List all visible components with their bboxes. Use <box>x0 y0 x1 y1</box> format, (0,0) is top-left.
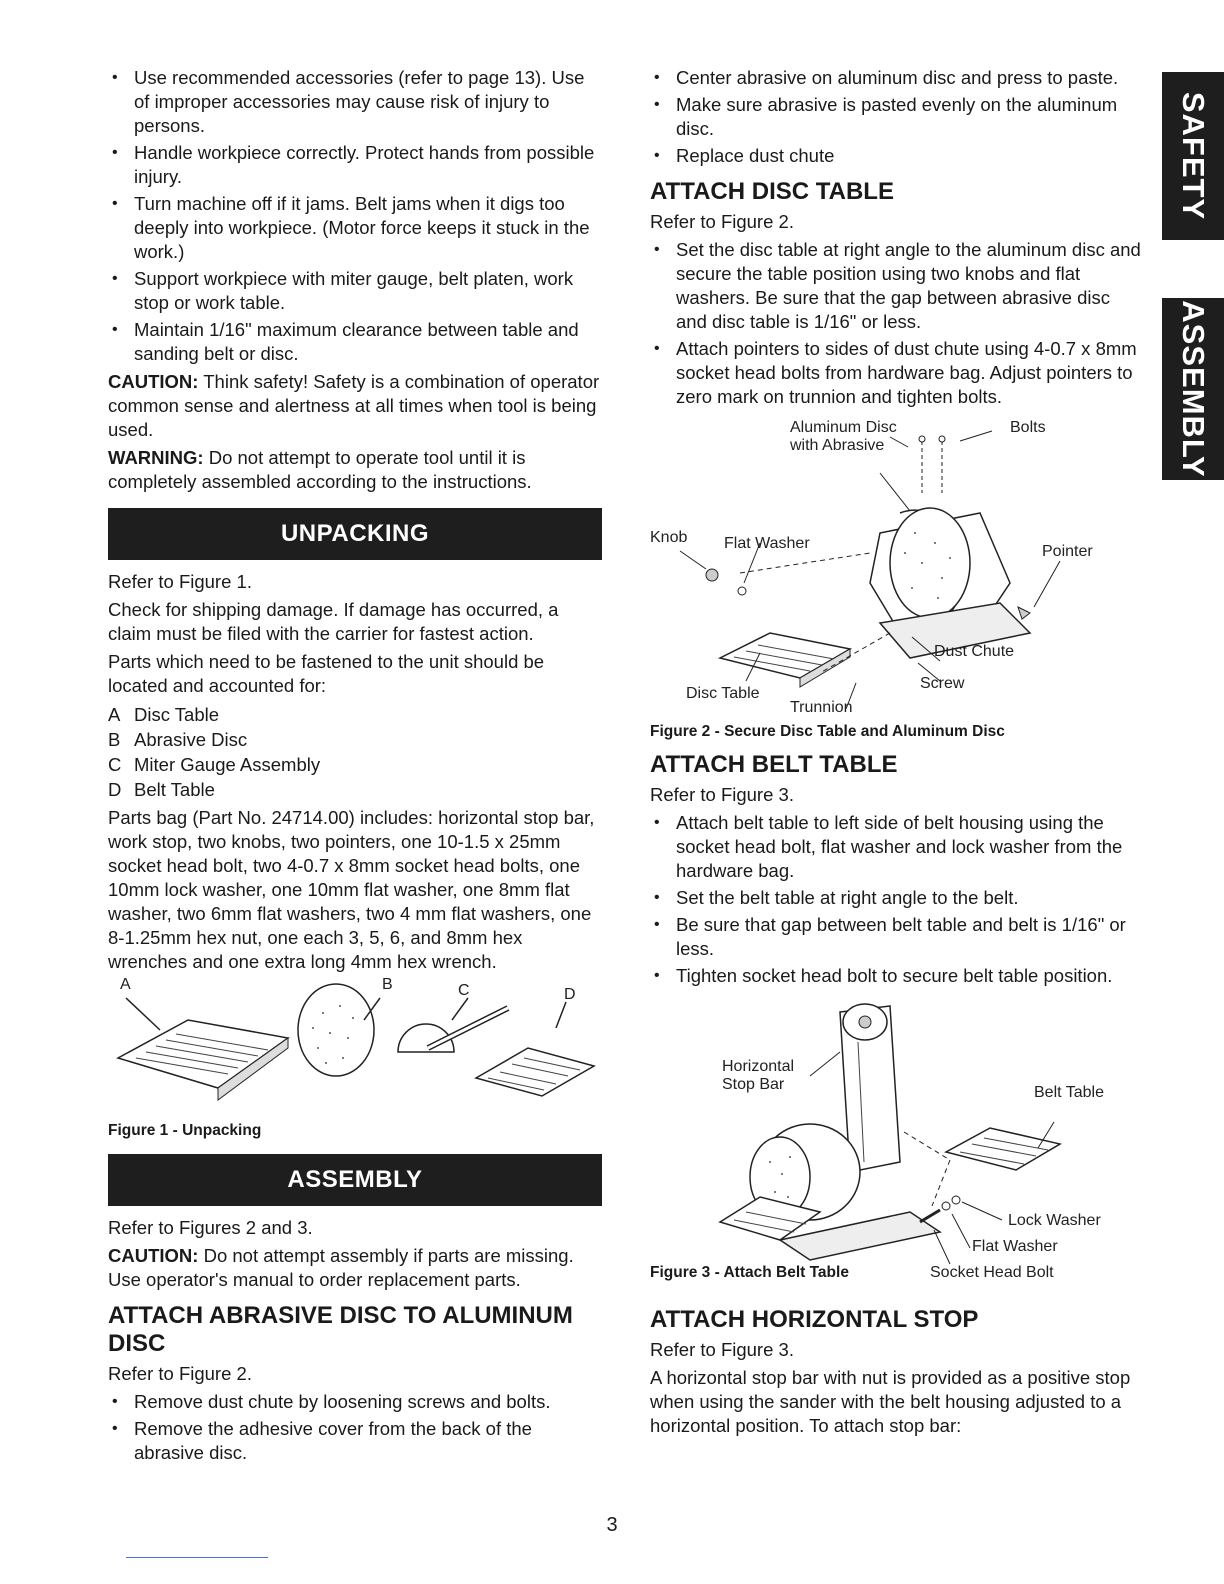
fig1-label-d: D <box>564 986 576 1003</box>
fig2-label-disc-table: Disc Table <box>686 685 760 702</box>
fig3-label-flat-washer: Flat Washer <box>972 1238 1058 1255</box>
unpacking-paragraph: Check for shipping damage. If damage has occurred, a claim must be filed with the carrier for fastest action. <box>108 599 559 644</box>
left-column <box>108 66 602 1469</box>
list-item: • Turn machine off if it jams. Belt jams when it digs too deeply into workpiece. (Motor force keeps it stuck in the work.) <box>108 192 602 264</box>
figure-2-illustration <box>650 413 1144 719</box>
list-item: D Belt Table <box>108 779 215 800</box>
warning-paragraph: WARNING: Do not attempt to operate tool until it is completely assembled according to the instructions. <box>108 447 532 492</box>
list-item: • Handle workpiece correctly. Protect hands from possible injury. <box>108 141 602 189</box>
list-item: • Set the disc table at right angle to the aluminum disc and secure the table position using two knobs and flat washers. Be sure that the gap between abrasive disc and disc table is 1/16" or less. <box>650 238 1144 334</box>
figure-3-illustration <box>650 992 1144 1292</box>
list-item: • Replace dust chute <box>650 144 1144 168</box>
figure-1-illustration <box>108 978 602 1118</box>
figure-1-unpacking <box>108 978 602 1118</box>
attach-abrasive-heading: ATTACH ABRASIVE DISC TO ALUMINUM DISC <box>108 1302 573 1357</box>
belt-table-bullets <box>650 811 1144 988</box>
list-item: A Disc Table <box>108 704 220 725</box>
list-item: • Remove dust chute by loosening screws and bolts. <box>108 1390 602 1414</box>
abrasive-ref: Refer to Figure 2. <box>108 1363 252 1384</box>
warning-label: WARNING: <box>108 447 204 468</box>
disc-table-bullets <box>650 238 1144 409</box>
fig1-label-a: A <box>120 976 131 993</box>
list-item: B Abrasive Disc <box>108 729 248 750</box>
fig2-label-aluminum-disc: Aluminum Disc <box>790 419 897 436</box>
tab-safety[interactable]: SAFETY <box>1162 72 1224 240</box>
paste-bullets <box>650 66 1144 168</box>
fig3-label-horizontal: Horizontal <box>722 1058 795 1075</box>
belt-table-ref: Refer to Figure 3. <box>650 784 794 805</box>
assembly-banner: ASSEMBLY <box>108 1154 602 1206</box>
tab-assembly[interactable]: ASSEMBLY <box>1162 298 1224 480</box>
page-number: 3 <box>606 1514 618 1536</box>
list-item: • Attach belt table to left side of belt housing using the socket head bolt, flat washer and lock washer from the hardware bag. <box>650 811 1144 883</box>
fig1-label-c: C <box>458 982 470 999</box>
list-item: • Attach pointers to sides of dust chute using 4-0.7 x 8mm socket head bolts from hardware bag. Adjust pointers to zero mark on trunnion and tighten bolts. <box>650 337 1144 409</box>
assembly-ref: Refer to Figures 2 and 3. <box>108 1217 313 1238</box>
list-item: • Use recommended accessories (refer to page 13). Use of improper accessories may cause risk of injury to persons. <box>108 66 602 138</box>
figure-3-caption: Figure 3 - Attach Belt Table <box>650 1264 849 1281</box>
list-item: • Make sure abrasive is pasted evenly on the aluminum disc. <box>650 93 1144 141</box>
unpacking-banner: UNPACKING <box>108 508 602 560</box>
list-item: • Set the belt table at right angle to the belt. <box>650 886 1144 910</box>
fig1-label-b: B <box>382 976 393 993</box>
list-item: • Be sure that gap between belt table and belt is 1/16" or less. <box>650 913 1144 961</box>
figure-3-belt-table <box>650 992 1144 1292</box>
list-item: • Support workpiece with miter gauge, belt platen, work stop or work table. <box>108 267 602 315</box>
unpacking-ref: Refer to Figure 1. <box>108 571 252 592</box>
caution-label: CAUTION: <box>108 371 199 392</box>
list-item: C Miter Gauge Assembly <box>108 754 321 775</box>
list-item: • Remove the adhesive cover from the back of the abrasive disc. <box>108 1417 602 1465</box>
figure-2-disc-table <box>650 413 1144 719</box>
fig3-label-belt-table: Belt Table <box>1034 1084 1104 1101</box>
list-item: • Maintain 1/16" maximum clearance between table and sanding belt or disc. <box>108 318 602 366</box>
caution-paragraph: CAUTION: Think safety! Safety is a combination of operator common sense and alertness at all times when tool is being used. <box>108 371 600 440</box>
fig3-label-socket-head-bolt: Socket Head Bolt <box>930 1264 1054 1281</box>
fig2-label-flat-washer: Flat Washer <box>724 535 810 552</box>
fig2-label-bolts: Bolts <box>1010 419 1046 436</box>
fig2-label-dust-chute: Dust Chute <box>934 643 1015 660</box>
fig2-label-with-abrasive: with Abrasive <box>790 437 885 454</box>
assembly-caution: CAUTION: Do not attempt assembly if parts are missing. Use operator's manual to order replacement parts. <box>108 1245 574 1290</box>
list-item: • Center abrasive on aluminum disc and press to paste. <box>650 66 1144 90</box>
safety-bullets <box>108 66 602 366</box>
footer-divider <box>126 1557 268 1558</box>
parts-bag-paragraph: Parts bag (Part No. 24714.00) includes: horizontal stop bar, work stop, two knobs, two pointers, one 10-1.5 x 25mm socket head bolt, two 4-0.7 x 8mm socket head bolts, one 10mm lock washer, one 10mm flat washer, one 8mm flat washer, two 6mm flat washers, two 4 mm flat washers, one 8-1.25mm hex nut, one each 3, 5, 6, and 8mm hex wrenches and one extra long 4mm hex wrench. <box>108 807 595 972</box>
fig3-label-stop-bar: Stop Bar <box>722 1076 785 1093</box>
right-column <box>650 66 1144 1442</box>
attach-belt-table-heading: ATTACH BELT TABLE <box>650 751 898 778</box>
disc-table-ref: Refer to Figure 2. <box>650 211 794 232</box>
horizontal-stop-ref: Refer to Figure 3. <box>650 1339 794 1360</box>
abrasive-bullets <box>108 1390 602 1465</box>
list-item: • Tighten socket head bolt to secure belt table position. <box>650 964 1144 988</box>
horizontal-stop-paragraph: A horizontal stop bar with nut is provided as a positive stop when using the sander with the belt housing adjusted to a horizontal position. To attach stop bar: <box>650 1367 1131 1436</box>
attach-disc-table-heading: ATTACH DISC TABLE <box>650 178 894 205</box>
fig2-label-pointer: Pointer <box>1042 543 1093 560</box>
parts-list <box>108 702 602 802</box>
caution-label: CAUTION: <box>108 1245 199 1266</box>
fig2-label-screw: Screw <box>920 675 965 692</box>
figure-2-caption: Figure 2 - Secure Disc Table and Aluminum Disc <box>650 723 1005 740</box>
fig2-label-trunnion: Trunnion <box>790 699 853 716</box>
figure-1-caption: Figure 1 - Unpacking <box>108 1122 262 1139</box>
attach-horizontal-stop-heading: ATTACH HORIZONTAL STOP <box>650 1306 979 1333</box>
fig2-label-knob: Knob <box>650 529 688 546</box>
unpacking-paragraph: Parts which need to be fastened to the unit should be located and accounted for: <box>108 651 545 696</box>
fig3-label-lock-washer: Lock Washer <box>1008 1212 1101 1229</box>
